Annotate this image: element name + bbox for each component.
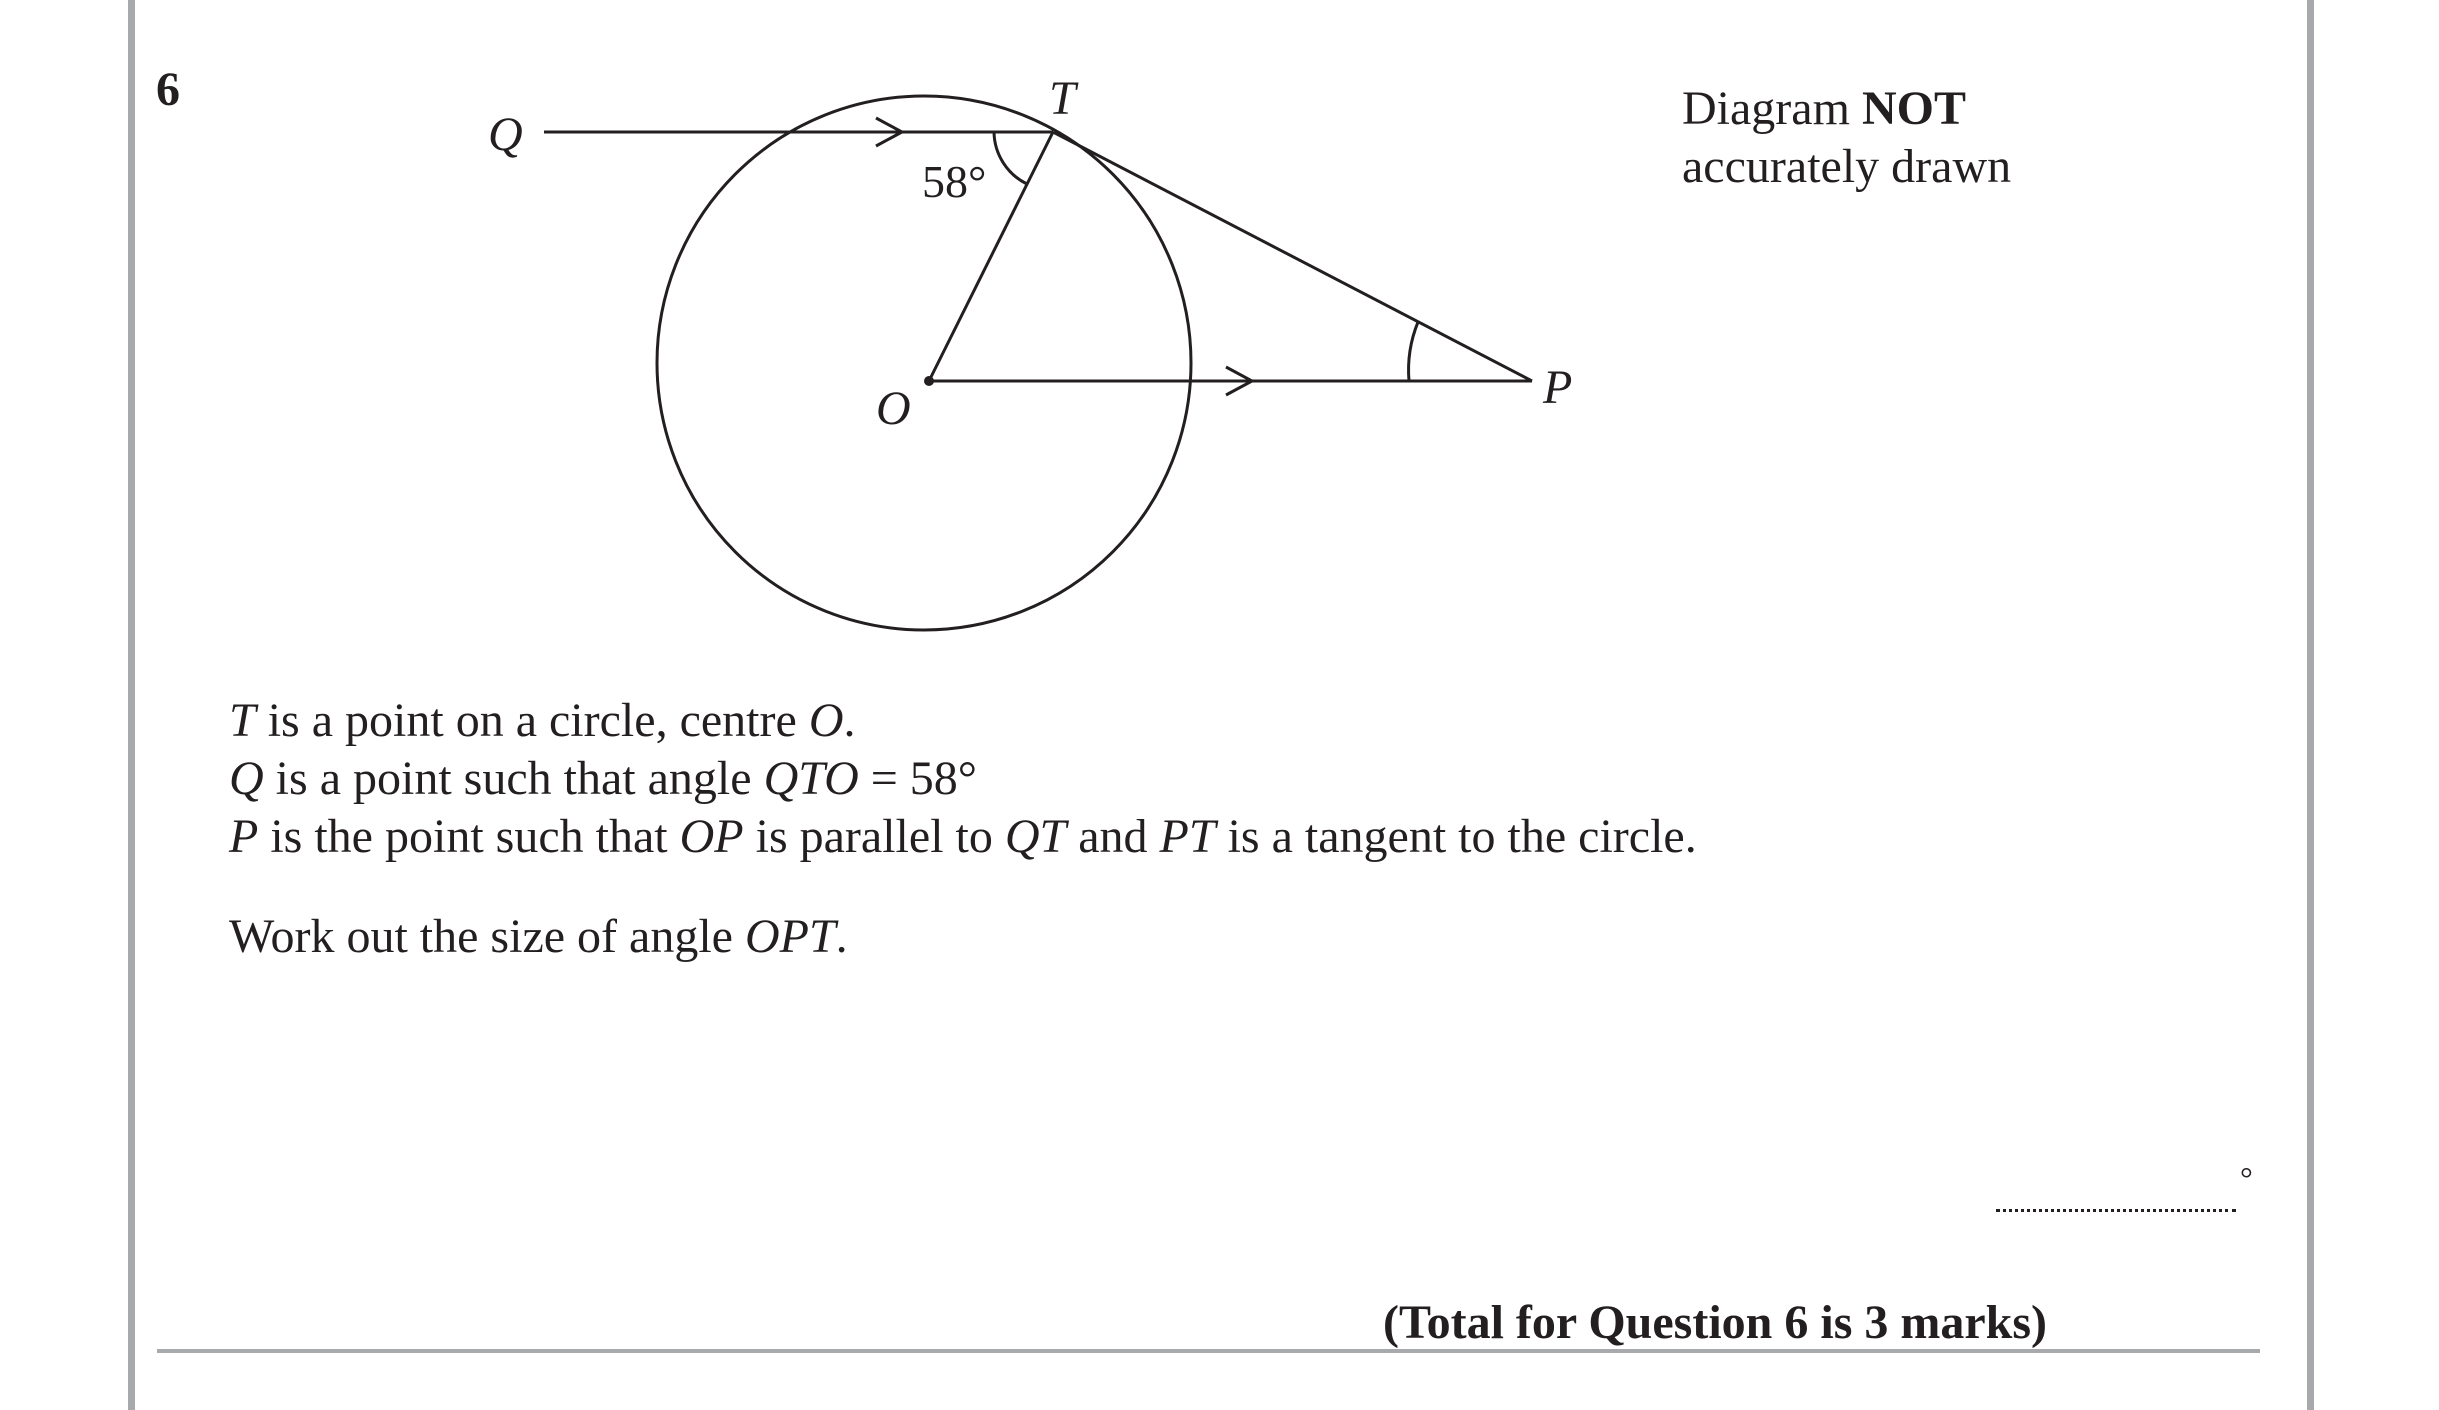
label-P: P	[1543, 361, 1573, 414]
statement-line-3: P is the point such that OP is parallel to QT and PT is a tangent to the circle.	[229, 810, 1697, 863]
question-number: 6	[156, 63, 180, 116]
line-TP	[1053, 132, 1532, 381]
bottom-divider	[157, 1349, 2260, 1353]
statement-line-1: T is a point on a circle, centre O.	[229, 694, 856, 747]
centre-point-O	[924, 376, 934, 386]
angle-arc-T	[994, 132, 1027, 184]
angle-label-58: 58°	[922, 156, 987, 207]
task-instruction: Work out the size of angle OPT.	[229, 910, 848, 963]
label-Q: Q	[488, 108, 523, 161]
total-marks: (Total for Question 6 is 3 marks)	[1383, 1296, 2048, 1349]
label-T: T	[1049, 72, 1076, 125]
diagram-note: Diagram NOT accurately drawn	[1682, 82, 2012, 193]
label-O: O	[876, 382, 911, 435]
answer-line[interactable]	[1996, 1209, 2236, 1212]
note-bold: NOT	[1861, 82, 1966, 135]
statement-line-2: Q is a point such that angle QTO = 58°	[229, 752, 977, 805]
geometry-diagram	[0, 0, 2439, 700]
answer-unit-degree: °	[2240, 1160, 2253, 1196]
angle-arc-P	[1409, 322, 1418, 381]
